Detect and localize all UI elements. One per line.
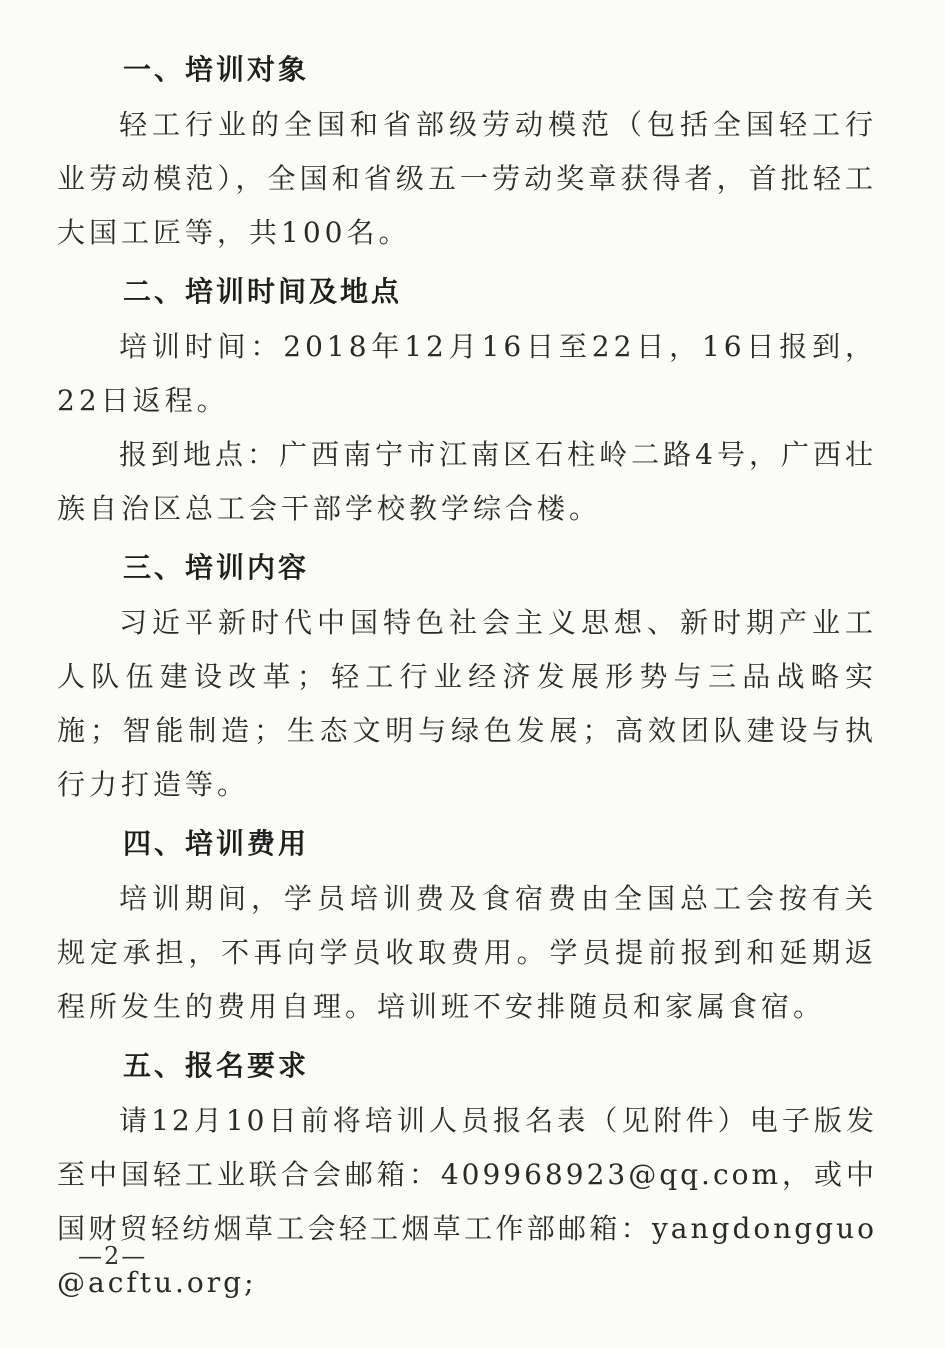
section-heading-training-content: 三、培训内容 — [123, 551, 310, 584]
paragraph-registration-place: 报到地点：广西南宁市江南区石柱岭二路4号，广西壮族自治区总工会干部学校教学综合楼。 — [57, 438, 877, 525]
section-heading-time-and-place: 二、培训时间及地点 — [123, 275, 403, 308]
paragraph-training-fees: 培训期间，学员培训费及食宿费由全国总工会按有关规定承担，不再向学员收取费用。学员提前报到和延期返程所发生的费用自理。培训班不安排随员和家属食宿。 — [57, 882, 877, 1023]
section-heading-registration-requirements: 五、报名要求 — [123, 1049, 310, 1082]
page-number: —2— — [78, 1242, 148, 1270]
section-heading-training-target: 一、培训对象 — [123, 53, 310, 86]
paragraph-training-content: 习近平新时代中国特色社会主义思想、新时期产业工人队伍建设改革；轻工行业经济发展形势与三品战略实施；智能制造；生态文明与绿色发展；高效团队建设与执行力打造等。 — [57, 606, 877, 801]
document-body — [57, 42, 877, 1310]
section-heading-training-fees: 四、培训费用 — [123, 827, 310, 860]
paragraph-training-target: 轻工行业的全国和省部级劳动模范（包括全国轻工行业劳动模范），全国和省级五一劳动奖章获得者，首批轻工大国工匠等，共100名。 — [57, 108, 877, 249]
paragraph-training-time: 培训时间：2018年12月16日至22日，16日报到，22日返程。 — [57, 330, 877, 417]
paragraph-registration-requirements: 请12月10日前将培训人员报名表（见附件）电子版发至中国轻工业联合会邮箱：409968923@qq.com，或中国财贸轻纺烟草工会轻工烟草工作部邮箱：yangdongguo@acftu.org; — [57, 1104, 877, 1299]
